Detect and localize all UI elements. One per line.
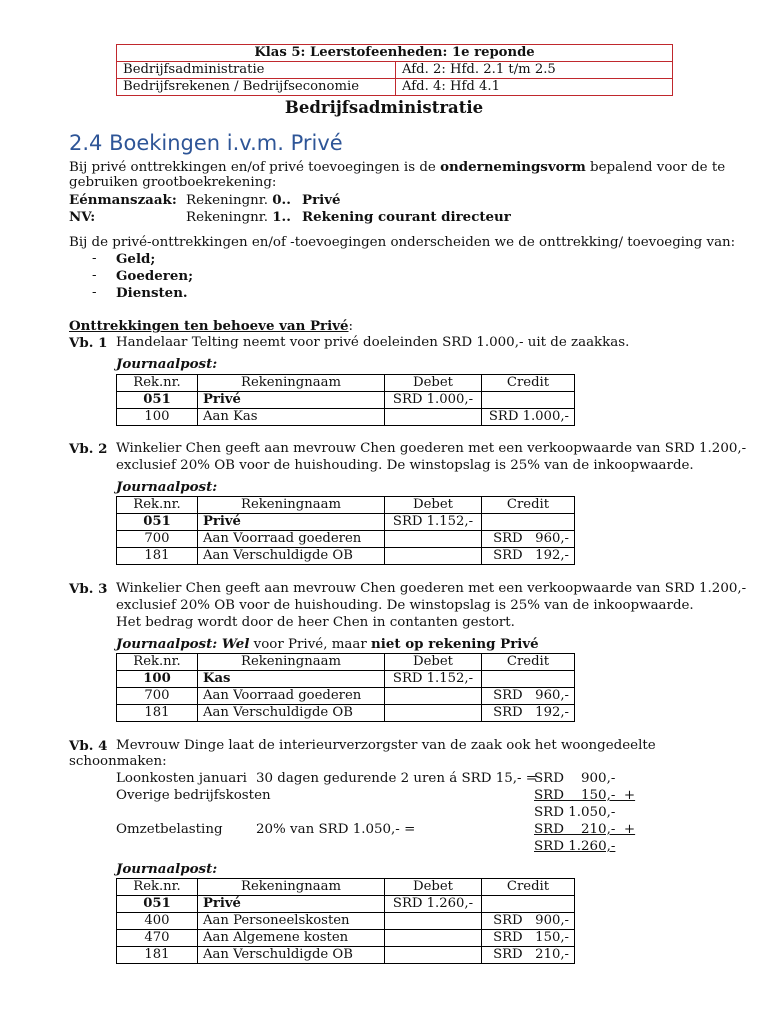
cell-name: Kas <box>198 671 385 688</box>
cell-credit: SRD 1.000,- <box>482 409 575 426</box>
table-row <box>117 548 575 565</box>
cell-debet <box>385 531 482 548</box>
header-cell: Afd. 4: Hfd 4.1 <box>396 79 673 96</box>
section-heading: 2.4 Boekingen i.v.m. Privé <box>69 131 343 155</box>
cell-credit: SRD 192,- <box>482 548 575 565</box>
calc-formula: 20% van SRD 1.050,- = <box>256 822 416 837</box>
intro-line-2: gebruiken grootboekrekening: <box>69 175 277 190</box>
form-label: NV: <box>69 209 96 225</box>
table-row <box>117 705 575 722</box>
form-account-name: Privé <box>302 192 341 208</box>
example-text: exclusief 20% OB voor de huishouding. De winstopslag is 25% van de inkoopwaarde. <box>116 598 694 613</box>
col-header: Debet <box>385 654 482 671</box>
col-header: Rekeningnaam <box>198 879 385 896</box>
cell-name: Privé <box>198 514 385 531</box>
cell-rek: 181 <box>117 705 198 722</box>
example-label: Vb. 4 <box>69 738 108 754</box>
course-header-table <box>116 44 673 96</box>
intro-line-1: Bij privé onttrekkingen en/of privé toevoegingen is de ondernemingsvorm bepalend voor de te <box>69 159 726 175</box>
col-header: Rek.nr. <box>117 879 198 896</box>
table-row <box>117 392 575 409</box>
cell-credit <box>482 392 575 409</box>
cell-credit: SRD 192,- <box>482 705 575 722</box>
col-header: Credit <box>482 879 575 896</box>
calc-label: Loonkosten januari <box>116 771 247 786</box>
cell-credit <box>482 514 575 531</box>
col-header: Rek.nr. <box>117 497 198 514</box>
col-header: Rekeningnaam <box>198 497 385 514</box>
col-header: Debet <box>385 497 482 514</box>
table-row <box>117 896 575 913</box>
cell-credit <box>482 896 575 913</box>
cell-debet <box>385 913 482 930</box>
cell-credit: SRD 210,- <box>482 947 575 964</box>
cell-name: Privé <box>198 896 385 913</box>
cell-debet <box>385 548 482 565</box>
cell-rek: 181 <box>117 947 198 964</box>
header-cell: Bedrijfsrekenen / Bedrijfseconomie <box>117 79 396 96</box>
cell-name: Aan Kas <box>198 409 385 426</box>
form-account: Rekeningnr. 1.. <box>186 209 291 225</box>
cell-name: Aan Algemene kosten <box>198 930 385 947</box>
calc-amount: SRD 900,- <box>534 771 616 786</box>
example-text: Mevrouw Dinge laat de interieurverzorgster van de zaak ook het woongedeelte <box>116 738 656 753</box>
cell-name: Aan Voorraad goederen <box>198 531 385 548</box>
cell-debet <box>385 688 482 705</box>
cell-rek: 051 <box>117 392 198 409</box>
cell-debet: SRD 1.000,- <box>385 392 482 409</box>
table-row <box>117 409 575 426</box>
calc-total: SRD 1.260,- <box>534 839 616 854</box>
calc-formula: 30 dagen gedurende 2 uren á SRD 15,- = <box>256 771 538 786</box>
cell-rek: 051 <box>117 514 198 531</box>
col-header: Credit <box>482 497 575 514</box>
cell-rek: 400 <box>117 913 198 930</box>
table-row <box>117 688 575 705</box>
col-header: Credit <box>482 654 575 671</box>
example-text: schoonmaken: <box>69 754 167 769</box>
journal-label: Journaalpost: <box>116 356 218 372</box>
journal-table <box>116 496 575 565</box>
example-text: exclusief 20% OB voor de huishouding. De winstopslag is 25% van de inkoopwaarde. <box>116 458 694 473</box>
calc-label: Omzetbelasting <box>116 822 223 837</box>
cell-name: Aan Personeelskosten <box>198 913 385 930</box>
bullet-item: Diensten. <box>116 285 188 301</box>
journal-label: Journaalpost: <box>116 861 218 877</box>
journal-label: Journaalpost: <box>116 479 218 495</box>
form-label: Eénmanszaak: <box>69 192 177 208</box>
cell-rek: 100 <box>117 409 198 426</box>
cell-rek: 051 <box>117 896 198 913</box>
bullet-item: Goederen; <box>116 268 194 284</box>
bullet-dash: - <box>92 251 97 266</box>
example-text: Het bedrag wordt door de heer Chen in contanten gestort. <box>116 615 515 630</box>
cell-credit: SRD 150,- <box>482 930 575 947</box>
col-header: Rekeningnaam <box>198 654 385 671</box>
cell-credit <box>482 671 575 688</box>
cell-rek: 700 <box>117 688 198 705</box>
bullet-dash: - <box>92 285 97 300</box>
example-text: Winkelier Chen geeft aan mevrouw Chen goederen met een verkoopwaarde van SRD 1.200,- <box>116 581 747 596</box>
cell-debet <box>385 705 482 722</box>
example-label: Vb. 3 <box>69 581 108 597</box>
cell-name: Aan Verschuldigde OB <box>198 548 385 565</box>
journal-table <box>116 878 575 964</box>
cell-debet <box>385 947 482 964</box>
table-row <box>117 930 575 947</box>
col-header: Debet <box>385 375 482 392</box>
cell-rek: 181 <box>117 548 198 565</box>
cell-debet: SRD 1.152,- <box>385 671 482 688</box>
cell-rek: 700 <box>117 531 198 548</box>
table-row <box>117 531 575 548</box>
form-account-name: Rekening courant directeur <box>302 209 511 225</box>
bullet-dash: - <box>92 268 97 283</box>
cell-debet <box>385 930 482 947</box>
page-title: Bedrijfsadministratie <box>284 98 484 117</box>
calc-amount: SRD 1.050,- <box>534 805 616 820</box>
example-label: Vb. 2 <box>69 441 108 457</box>
cell-credit: SRD 960,- <box>482 688 575 705</box>
cell-debet: SRD 1.152,- <box>385 514 482 531</box>
cell-rek: 100 <box>117 671 198 688</box>
withdrawals-heading: Onttrekkingen ten behoeve van Privé: <box>69 318 354 334</box>
cell-debet <box>385 409 482 426</box>
cell-name: Aan Voorraad goederen <box>198 688 385 705</box>
calc-amount: SRD 150,- + <box>534 788 636 803</box>
calc-amount: SRD 210,- + <box>534 822 636 837</box>
journal-label: Journaalpost: Wel voor Privé, maar niet op rekening Privé <box>116 636 539 652</box>
col-header: Debet <box>385 879 482 896</box>
header-cell: Afd. 2: Hfd. 2.1 t/m 2.5 <box>396 62 673 79</box>
calc-label: Overige bedrijfskosten <box>116 788 271 803</box>
col-header: Rek.nr. <box>117 654 198 671</box>
example-text: Handelaar Telting neemt voor privé doeleinden SRD 1.000,- uit de zaakkas. <box>116 335 630 350</box>
table-row <box>117 947 575 964</box>
cell-debet: SRD 1.260,- <box>385 896 482 913</box>
cell-rek: 470 <box>117 930 198 947</box>
distinguish-text: Bij de privé-onttrekkingen en/of -toevoegingen onderscheiden we de onttrekking/ toevoeging van: <box>69 235 736 250</box>
journal-table <box>116 653 575 722</box>
cell-credit: SRD 900,- <box>482 913 575 930</box>
col-header: Rek.nr. <box>117 375 198 392</box>
cell-name: Aan Verschuldigde OB <box>198 705 385 722</box>
journal-table <box>116 374 575 426</box>
form-account: Rekeningnr. 0.. <box>186 192 291 208</box>
cell-credit: SRD 960,- <box>482 531 575 548</box>
table-row <box>117 514 575 531</box>
table-row <box>117 671 575 688</box>
example-label: Vb. 1 <box>69 335 108 351</box>
table-row <box>117 913 575 930</box>
col-header: Rekeningnaam <box>198 375 385 392</box>
example-text: Winkelier Chen geeft aan mevrouw Chen goederen met een verkoopwaarde van SRD 1.200,- <box>116 441 747 456</box>
cell-name: Aan Verschuldigde OB <box>198 947 385 964</box>
bullet-item: Geld; <box>116 251 156 267</box>
header-cell: Bedrijfsadministratie <box>117 62 396 79</box>
cell-name: Privé <box>198 392 385 409</box>
header-title: Klas 5: Leerstofeenheden: 1e reponde <box>117 45 673 62</box>
col-header: Credit <box>482 375 575 392</box>
